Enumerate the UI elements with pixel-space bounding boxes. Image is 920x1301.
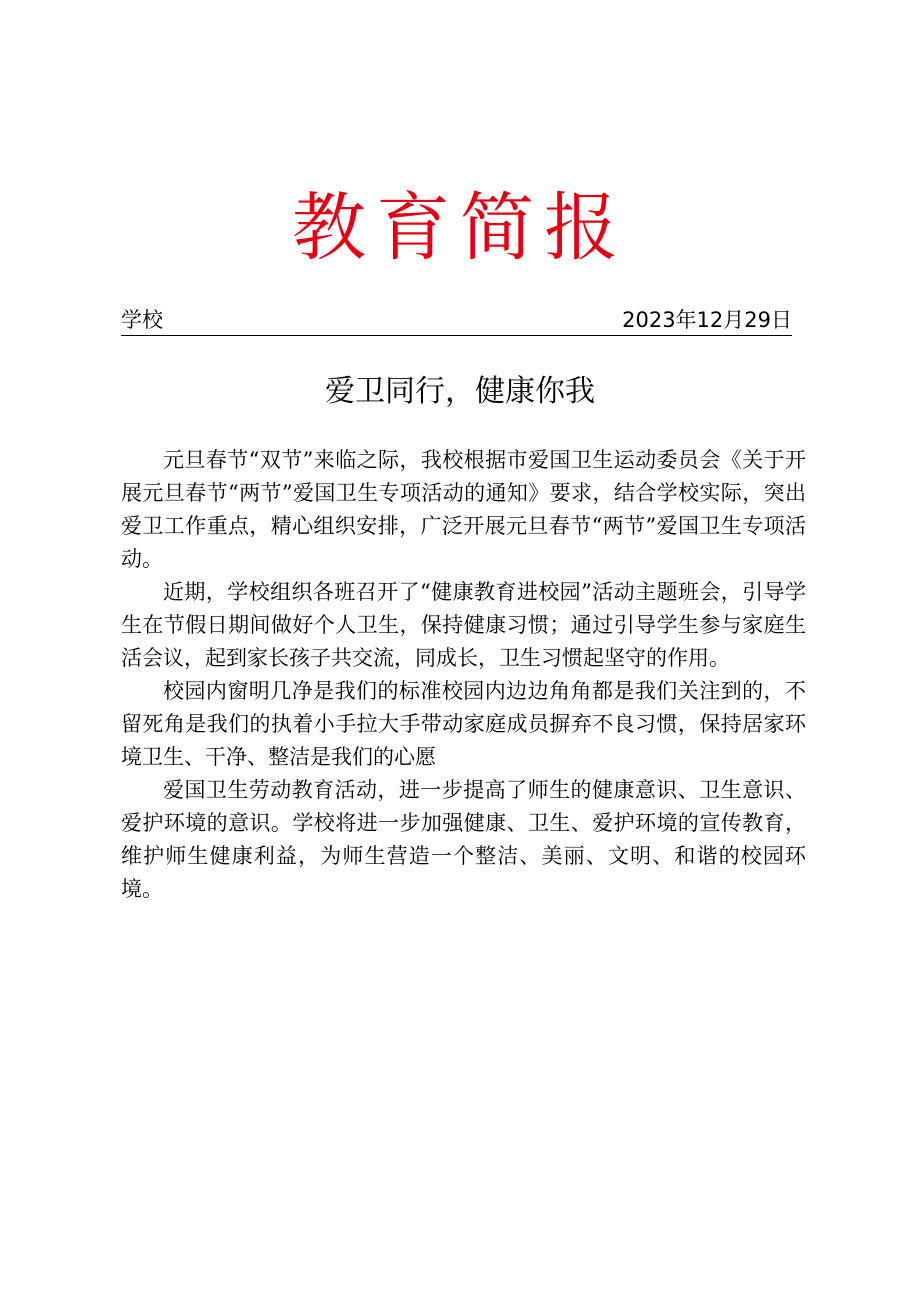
article-paragraph: 元旦春节“双节”来临之际，我校根据市爱国卫生运动委员会《关于开展元旦春节“两节”爱国卫生专项活动的通知》要求，结合学校实际，突出爱卫工作重点，精心组织安排，广泛开展元旦春节“两节”爱国卫生专项活动。 [121,448,806,571]
article-paragraph: 近期，学校组织各班召开了“健康教育进校园”活动主题班会，引导学生在节假日期间做好个人卫生，保持健康习惯；通过引导学生参与家庭生活会议，起到家长孩子共交流，同成长，卫生习惯起坚守的作用。 [121,580,806,670]
header-meta-row [121,305,792,336]
issue-date: 2023年12月29日 [622,308,792,332]
article-paragraph: 爱国卫生劳动教育活动，进一步提高了师生的健康意识、卫生意识、爱护环境的意识。学校将进一步加强健康、卫生、爱护环境的宣传教育，维护师生健康利益，为师生营造一个整洁、美丽、文明、和谐的校园环境。 [121,778,806,901]
article-paragraph: 校园内窗明几净是我们的标准校园内边边角角都是我们关注到的，不留死角是我们的执着小手拉大手带动家庭成员摒弃不良习惯，保持居家环境卫生、干净、整洁是我们的心愿 [121,679,806,769]
article-body [121,444,806,906]
article-headline: 爱卫同行，健康你我 [325,374,595,409]
newsletter-masthead: 教育简报 [292,185,628,271]
school-label: 学校 [121,308,163,332]
